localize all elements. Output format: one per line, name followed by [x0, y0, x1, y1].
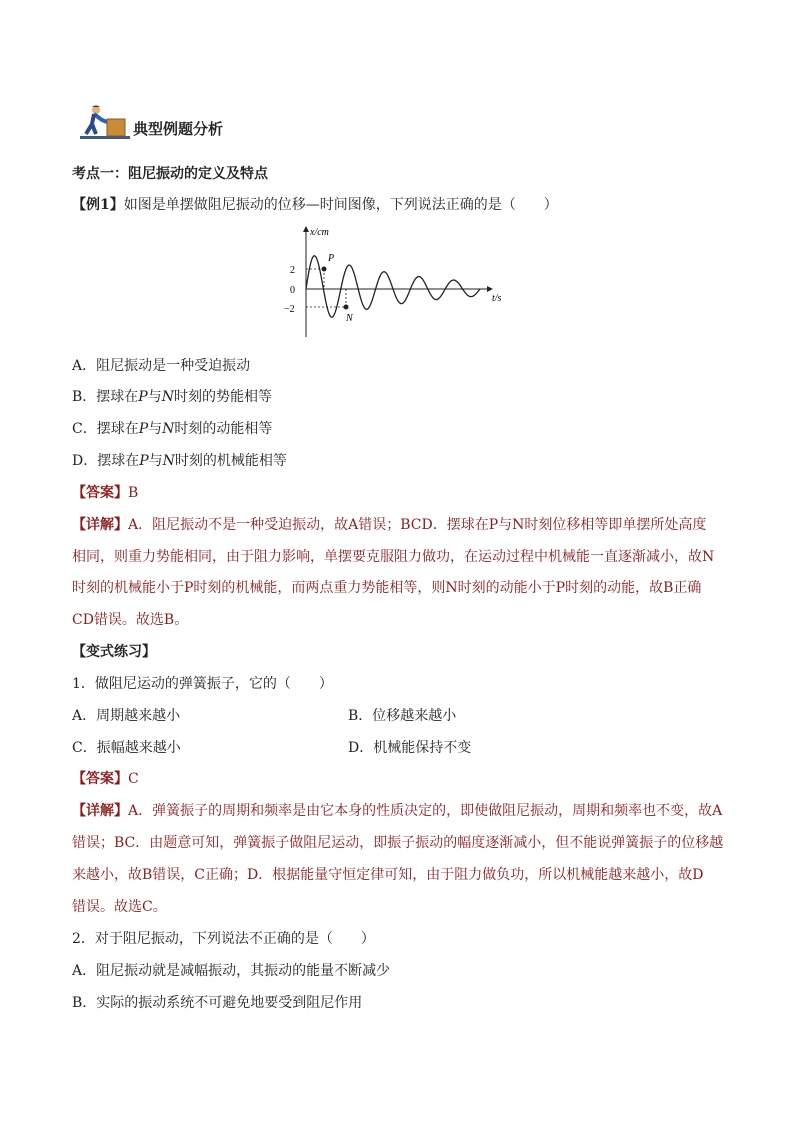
variant-title: 【变式练习】	[72, 644, 156, 660]
option-text: 摆球在	[96, 389, 139, 405]
detail-tag: 【详解】	[72, 803, 128, 819]
detail-text: A．阻尼振动不是一种受迫振动，故A错误；BCD．摆球在P与N时刻位移相等即单摆所处高度	[128, 517, 707, 533]
variant-q2-option-a: A．阻尼振动就是减幅振动，其振动的能量不断减少	[72, 963, 391, 979]
var-n: N	[162, 453, 175, 469]
option-text: 时刻的机械能相等	[174, 453, 287, 469]
option-letter: A．	[72, 358, 97, 374]
ytick-label-neg2: −2	[284, 304, 295, 315]
detail-text: A．弹簧振子的周期和频率是由它本身的性质决定的，即使做阻尼振动，周期和频率也不变，故A	[128, 803, 723, 819]
answer-tag: 【答案】	[72, 485, 128, 501]
var-p: P	[138, 389, 148, 405]
y-axis-label: x/cm	[310, 227, 329, 238]
x-axis-label: t/s	[492, 293, 502, 304]
option-text: 时刻的动能相等	[174, 421, 273, 437]
option-letter: D．	[72, 453, 98, 469]
option-text: 时刻的势能相等	[173, 389, 272, 405]
option-text: 与	[148, 421, 163, 437]
variant-q1-option-c: C．振幅越来越小	[72, 740, 181, 756]
section-header	[80, 104, 130, 146]
example1-option-c	[72, 419, 272, 439]
detail-tag: 【详解】	[72, 517, 128, 533]
damped-wave-series	[306, 256, 480, 317]
topic-heading: 考点一：阻尼振动的定义及特点	[72, 166, 268, 182]
example1-detail-line1	[72, 515, 706, 535]
example1-option-b	[72, 387, 272, 407]
variant-q1-detail-line3: 来越小，故B错误，C正确；D．根据能量守恒定律可知，由于阻力做负功，所以机械能越来越小，故D	[72, 867, 704, 883]
ytick-label-2: 2	[290, 265, 295, 276]
example1-question	[72, 195, 558, 215]
variant-q1-option-a: A．周期越来越小	[72, 708, 181, 724]
point-N	[344, 305, 349, 310]
option-text: 阻尼振动是一种受迫振动	[96, 358, 251, 374]
point-label-N: N	[346, 313, 353, 324]
answer-value: C	[128, 771, 139, 787]
variant-q2-option-b: B．实际的振动系统不可避免地要受到阻尼作用	[72, 995, 363, 1011]
example1-detail-line4: CD错误。故选B。	[72, 612, 189, 628]
example1-option-d	[72, 451, 287, 471]
variant-q1-answer	[72, 769, 139, 789]
variant-q1-detail-line1	[72, 801, 722, 821]
option-text: 摆球在	[97, 453, 140, 469]
option-letter: C．	[72, 421, 97, 437]
section-title: 典型例题分析	[133, 120, 224, 138]
option-text: 与	[148, 453, 163, 469]
option-letter: B．	[72, 389, 97, 405]
var-p: P	[139, 453, 149, 469]
var-n: N	[162, 421, 175, 437]
option-text: 与	[147, 389, 162, 405]
example1-tag: 【例1】	[72, 197, 124, 213]
example1-answer	[72, 483, 138, 503]
ytick-label-0: 0	[290, 285, 295, 296]
example1-detail-line2: 相同，则重力势能相同，由于阻力影响，单摆要克服阻力做功，在运动过程中机械能一直逐渐减小，故N	[72, 549, 715, 565]
var-p: P	[138, 421, 149, 437]
example1-detail-line3: 时刻的机械能小于P时刻的机械能，而两点重力势能相等，则N时刻的动能小于P时刻的动能，故B正确	[72, 580, 702, 596]
variant-q1-detail-line2: 错误；BC．由题意可知，弹簧振子做阻尼运动，即振子振动的幅度逐渐减小，但不能说弹簧振子的位移越	[72, 835, 724, 851]
variant-q1-detail-line4: 错误。故选C。	[72, 899, 167, 915]
variant-q1-option-d: D．机械能保持不变	[348, 740, 472, 756]
example1-option-a	[72, 356, 250, 376]
variant-q1-option-b: B．位移越来越小	[348, 708, 457, 724]
answer-value: B	[128, 485, 139, 501]
option-text: 摆球在	[96, 421, 139, 437]
point-P	[322, 267, 327, 272]
variant-q2-question: 2．对于阻尼振动，下列说法不正确的是（ ）	[72, 931, 375, 947]
example1-question-text: 如图是单摆做阻尼振动的位移—时间图像，下列说法正确的是（ ）	[123, 197, 558, 213]
point-label-P: P	[328, 253, 335, 264]
answer-tag: 【答案】	[72, 771, 128, 787]
damped-oscillation-chart	[270, 225, 510, 345]
var-n: N	[161, 389, 174, 405]
variant-q1-question: 1．做阻尼运动的弹簧振子，它的（ ）	[72, 676, 333, 692]
person-pushing-box-icon	[80, 104, 130, 142]
